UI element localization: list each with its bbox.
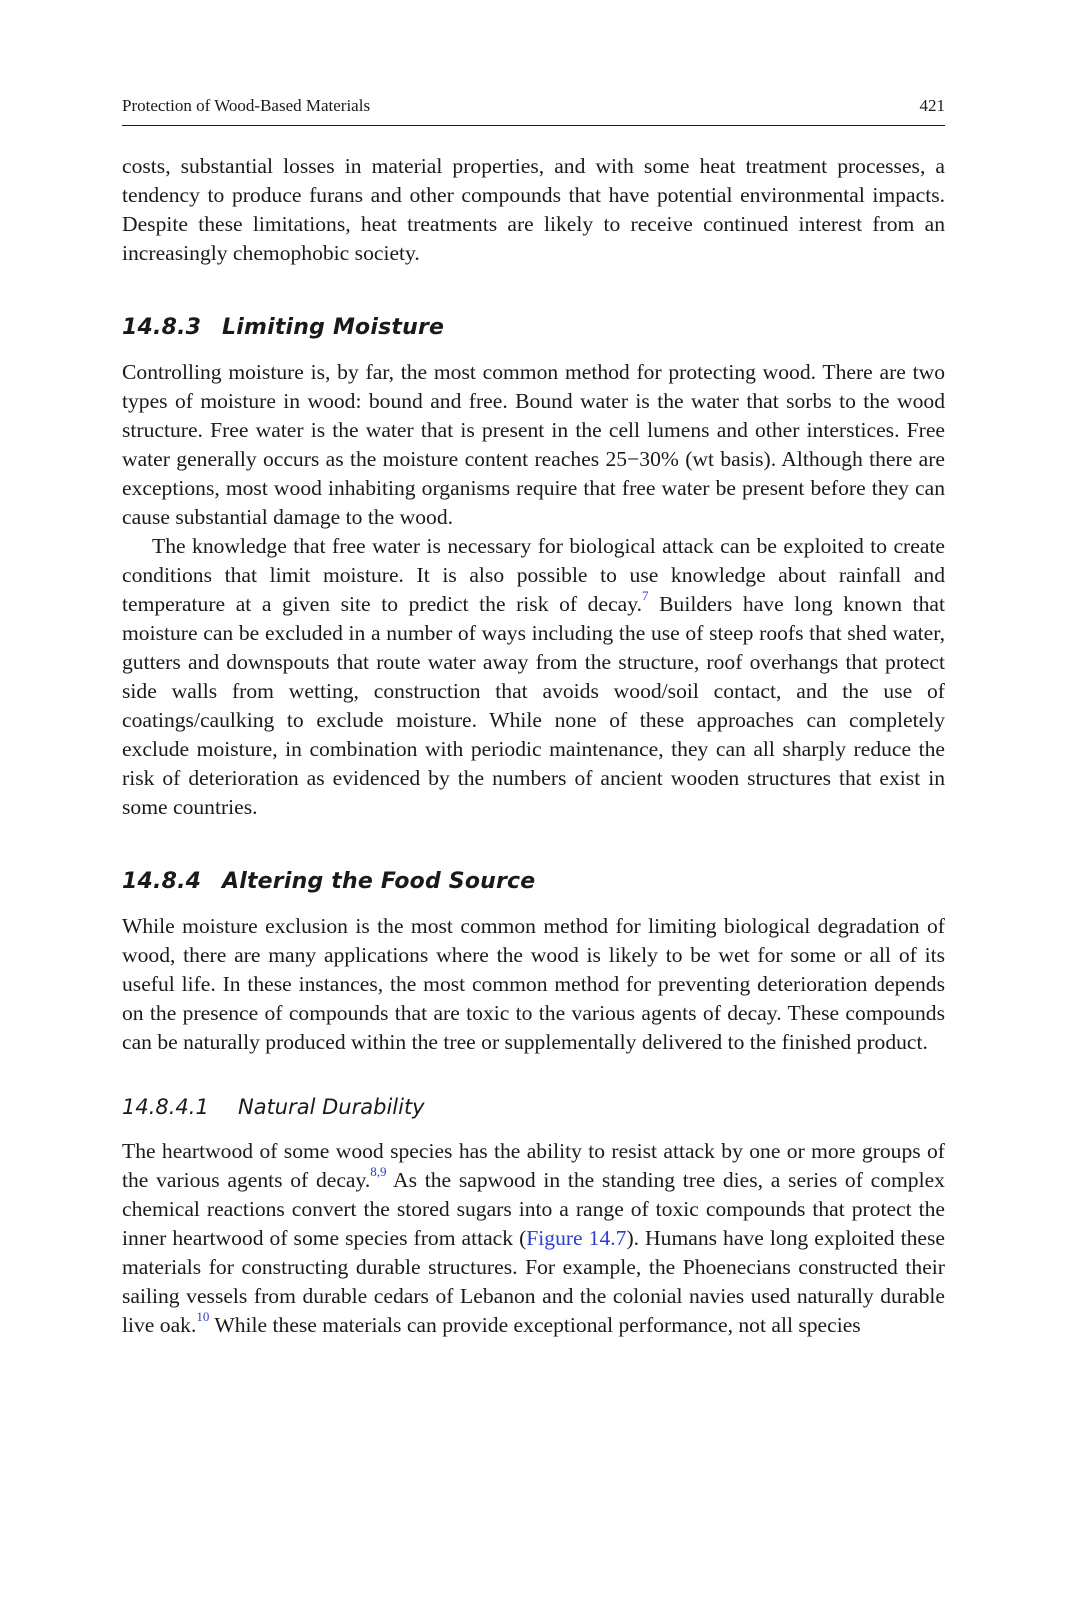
- text-run: As the sapwood in the standing tree dies, a series of complex chemical reactions convert the stored sugars into a range of toxic compounds that protect the inner heartwood of some species from attack (: [122, 1168, 945, 1250]
- section-title: Limiting Moisture: [222, 315, 445, 340]
- figure-link[interactable]: Figure 14.7: [526, 1226, 627, 1250]
- text-run: Builders have long known that moisture can be excluded in a number of ways including the use of steep roofs that shed water, gutters and downspouts that route water away from the structure, roof overhangs that protect side walls from wetting, construction that avoids wood/soil contact, and the use of coatings/caulking to exclude moisture. While none of these approaches can completely exclude moisture, in combination with periodic maintenance, they can all sharply reduce the risk of deterioration as evidenced by the numbers of ancient wooden structures that exist in some countries.: [122, 592, 945, 819]
- subsection-number: 14.8.4.1: [122, 1095, 209, 1119]
- text-run: The heartwood of some wood species has the ability to resist attack by one or more groups of the various agents of decay.: [122, 1139, 945, 1192]
- paragraph: [122, 532, 945, 822]
- paragraph: [122, 1137, 945, 1340]
- text-run: ). Humans have long exploited these materials for constructing durable structures. For example, the Phoenecians constructed their sailing vessels from durable cedars of Lebanon and the colonial navies used naturally durable live oak.: [122, 1226, 945, 1337]
- subsection-heading-14-8-4-1: [122, 1092, 945, 1122]
- section-heading-14-8-4: [122, 867, 945, 897]
- citation-link[interactable]: 7: [642, 587, 649, 603]
- running-header: [122, 96, 945, 126]
- intro-paragraph: costs, substantial losses in material properties, and with some heat treatment processes, a tendency to produce furans and other compounds that have potential environmental impacts. Despite these limitations, heat treatments are likely to receive continued interest from an increasingly chemophobic society.: [122, 154, 945, 265]
- page-number: 421: [919, 96, 945, 115]
- section-heading-14-8-3: [122, 313, 945, 343]
- paragraph: Controlling moisture is, by far, the most common method for protecting wood. There are two types of moisture in wood: bound and free. Bound water is the water that sorbs to the wood structure. Free water is the water that is present in the cell lumens and other interstices. Free water generally occurs as the moisture content reaches 25−30% (wt basis). Although there are exceptions, most wood inhabiting organisms require that free water be present before they can cause substantial damage to the wood.: [122, 360, 945, 529]
- text-run: While these materials can provide exceptional performance, not all species: [209, 1313, 861, 1337]
- running-title: Protection of Wood-Based Materials: [122, 96, 371, 115]
- section-number: 14.8.4: [122, 869, 202, 894]
- section-title: Altering the Food Source: [222, 869, 536, 894]
- citation-link[interactable]: 10: [196, 1308, 210, 1324]
- section-number: 14.8.3: [122, 315, 202, 340]
- text-run: The knowledge that free water is necessary for biological attack can be exploited to create conditions that limit moisture. It is also possible to use knowledge about rainfall and temperature at a given site to predict the risk of decay.: [122, 534, 945, 616]
- subsection-title: Natural Durability: [238, 1095, 425, 1119]
- page: [122, 96, 945, 1340]
- citation-link[interactable]: 8,9: [370, 1163, 387, 1179]
- body-text: [122, 152, 945, 1340]
- paragraph: While moisture exclusion is the most common method for limiting biological degradation of wood, there are many applications where the wood is likely to be wet for some or all of its useful life. In these instances, the most common method for preventing deterioration depends on the presence of compounds that are toxic to the various agents of decay. These compounds can be naturally produced within the tree or supplementally delivered to the finished product.: [122, 914, 945, 1054]
